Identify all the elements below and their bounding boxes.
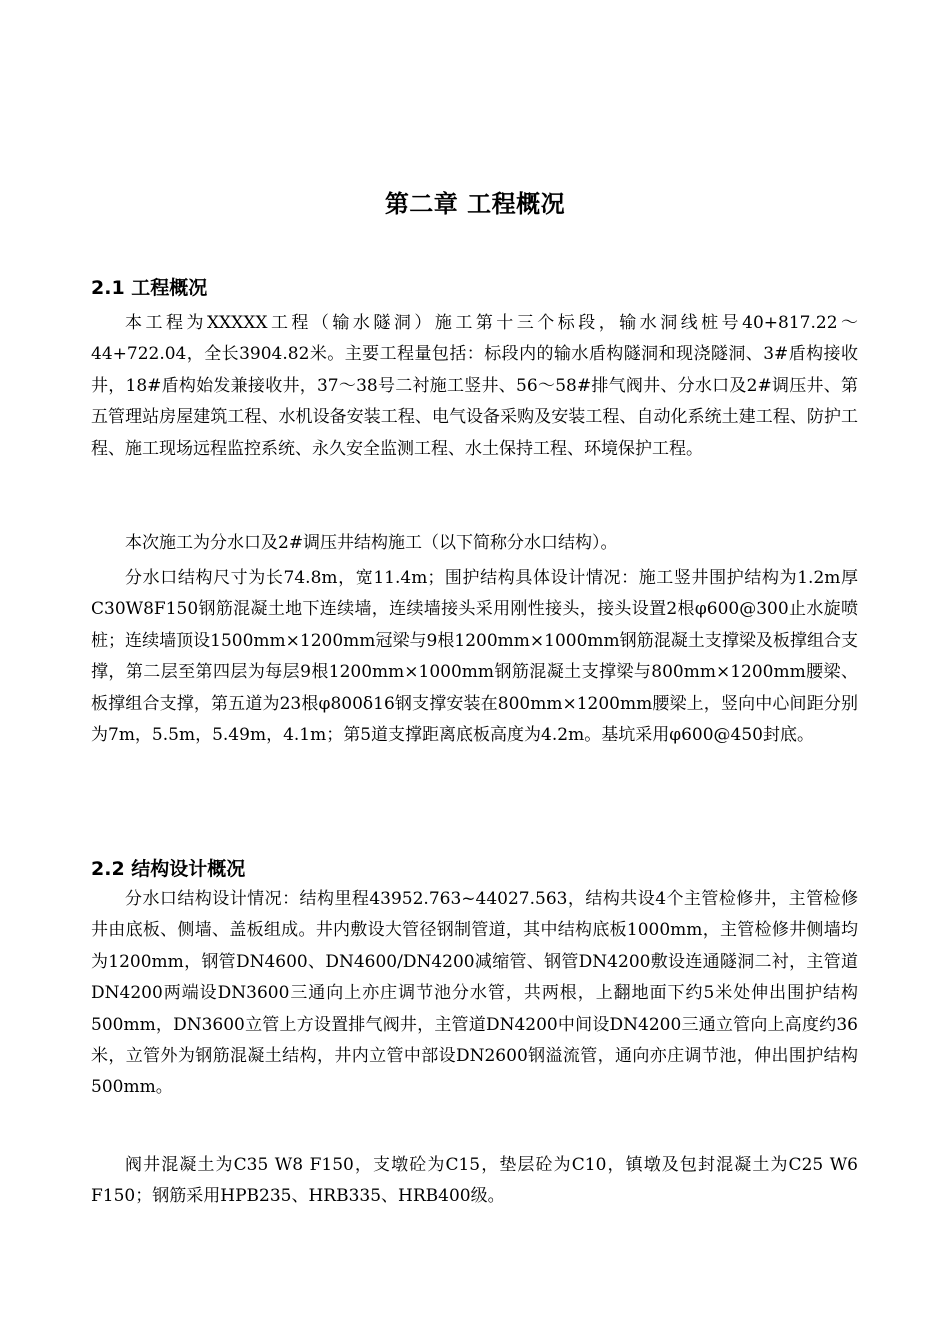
paragraph-structure-design: 分水口结构设计情况：结构里程43952.763~44027.563，结构共设4个主管检修井，主管检修井由底板、侧墙、盖板组成。井内敷设大管径钢制管道，其中结构底板1000mm，主管检修井侧墙均为1200mm，钢管DN4600、DN4600/DN4200减缩管、钢管DN4200敷设连通隧洞二衬，主管道DN4200两端设DN3600三通向上亦庄调节池分水管，共两根，上翻地面下约5米处伸出围护结构500mm，DN3600立管上方设置排气阀井，主管道DN4200中间设DN4200三通立管向上高度约36米，立管外为钢筋混凝土结构，井内立管中部设DN2600钢溢流管，通向亦庄调节池，伸出围护结构500mm。 <box>91 889 858 1098</box>
paragraph-materials: 阀井混凝土为C35 W8 F150，支墩砼为C15，垫层砼为C10，镇墩及包封混凝土为C25 W6 F150；钢筋采用HPB235、HRB335、HRB400级。 <box>91 1155 858 1207</box>
chapter-title: 第二章 工程概况 <box>384 190 566 219</box>
paragraph-construction-scope: 本次施工为分水口及2#调压井结构施工（以下简称分水口结构）。 <box>125 533 618 553</box>
section-heading-2-2: 2.2 结构设计概况 <box>91 857 246 880</box>
paragraph-retaining-structure: 分水口结构尺寸为长74.8m，宽11.4m；围护结构具体设计情况：施工竖井围护结构为1.2m厚C30W8F150钢筋混凝土地下连续墙，连续墙接头采用刚性接头，接头设置2根φ600@300止水旋喷桩；连续墙顶设1500mm×1200mm冠梁与9根1200mm×1000mm钢筋混凝土支撑梁及板撑组合支撑，第二层至第四层为每层9根1200mm×1000mm钢筋混凝土支撑梁与800mm×1200mm腰梁、板撑组合支撑，第五道为23根φ800δ16钢支撑安装在800mm×1200mm腰梁上，竖向中心间距分别为7m，5.5m，5.49m，4.1m；第5道支撑距离底板高度为4.2m。基坑采用φ600@450封底。 <box>91 568 858 746</box>
section-heading-2-1: 2.1 工程概况 <box>91 276 208 299</box>
paragraph-project-scope: 本工程为XXXXX工程（输水隧洞）施工第十三个标段，输水洞线桩号40+817.22～44+722.04，全长3904.82米。主要工程量包括：标段内的输水盾构隧洞和现浇隧洞、3#盾构接收井，18#盾构始发兼接收井，37～38号二衬施工竖井、56～58#排气阀井、分水口及2#调压井、第五管理站房屋建筑工程、水机设备安装工程、电气设备采购及安装工程、自动化系统土建工程、防护工程、施工现场远程监控系统、永久安全监测工程、水土保持工程、环境保护工程。 <box>91 313 858 459</box>
